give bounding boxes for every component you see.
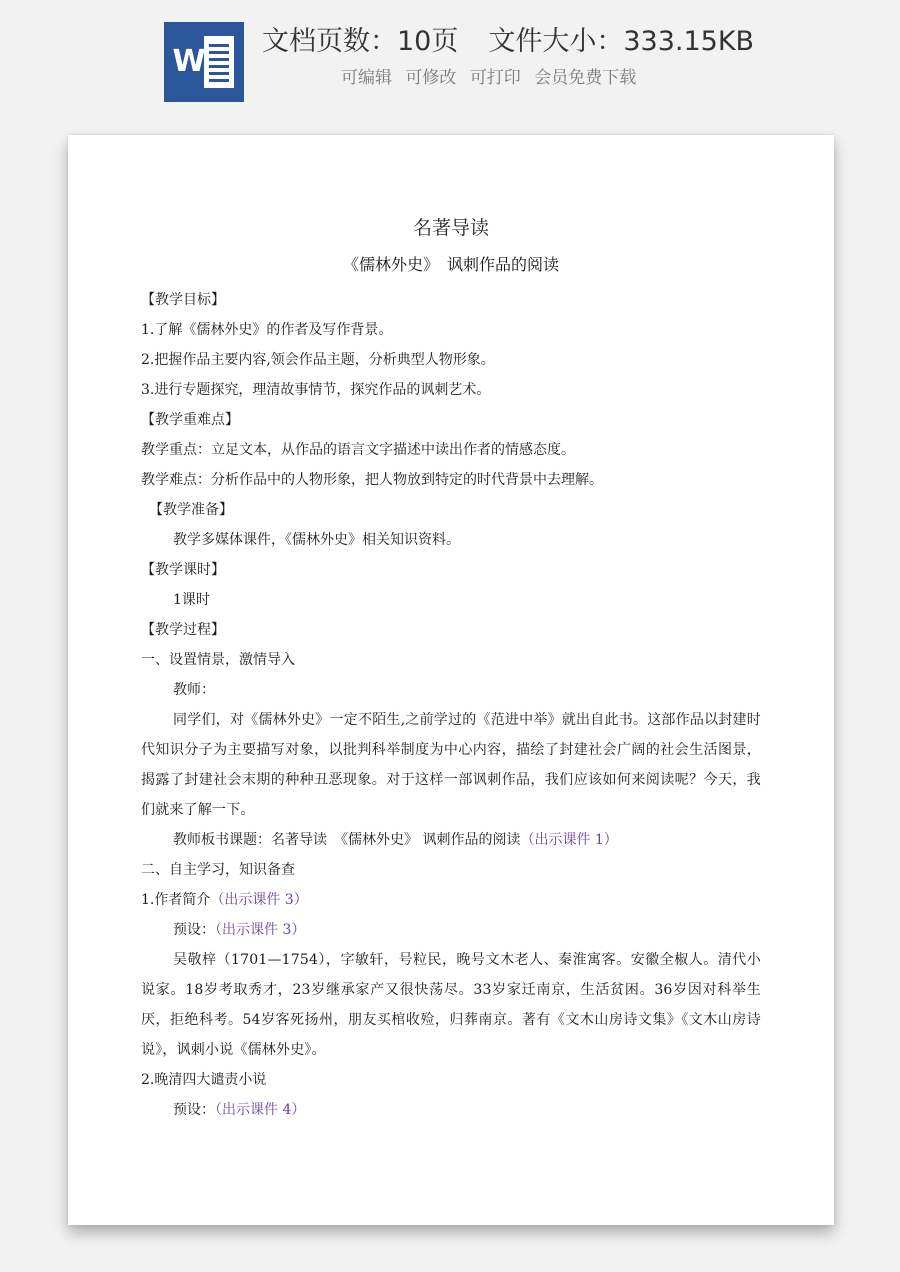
difficult-point: 教学难点：分析作品中的人物形象，把人物放到特定的时代背景中去理解。: [141, 472, 603, 488]
download-info-banner: [0, 0, 900, 130]
file-size-label: 文件大小：333.15KB: [488, 26, 755, 57]
hours-text: 1课时: [173, 592, 210, 608]
feature-printable: 可打印: [469, 68, 521, 88]
doc-title: 名著导读: [412, 217, 489, 239]
preset-label: 预设：: [173, 1102, 215, 1118]
section-heading-preparation: 【教学准备】: [149, 502, 233, 518]
goal-item: 3.进行专题探究，理清故事情节，探究作品的讽刺艺术。: [141, 382, 491, 398]
preset-label: 预设：: [173, 922, 215, 938]
courseware-note: （出示课件 1）: [520, 832, 618, 848]
key-point: 教学重点：立足文本，从作品的语言文字描述中读出作者的情感态度。: [141, 442, 575, 458]
document-lines-icon: [204, 36, 234, 88]
step-heading: 二、自主学习，知识备查: [141, 862, 295, 878]
feature-list: [341, 64, 644, 92]
feature-modifiable: 可修改: [405, 68, 457, 88]
board-text: 教师板书课题：名著导读 《儒林外史》 讽刺作品的阅读: [173, 832, 521, 848]
intro-paragraph: 同学们，对《儒林外史》一定不陌生,之前学过的《范进中举》就出自此书。这部作品以封建时代知识分子为主要描写对象，以批判科举制度为中心内容，描绘了封建社会广阔的社会生活图景，揭露了封建社会末期的种种丑恶现象。对于这样一部讽刺作品，我们应该如何来阅读呢？今天，我们就来了解一下。: [141, 712, 761, 818]
preset-line: [141, 915, 761, 945]
word-letter-icon: W: [172, 44, 206, 79]
section-heading-key-points: 【教学重难点】: [141, 412, 239, 428]
section-heading-process: 【教学过程】: [141, 622, 225, 638]
teacher-label: 教师：: [173, 682, 215, 698]
goal-item: 1.了解《儒林外史》的作者及写作背景。: [141, 322, 393, 338]
document-page: [68, 135, 834, 1225]
section-heading-hours: 【教学课时】: [141, 562, 225, 578]
author-paragraph: 吴敬梓（1701—1754），字敏轩，号粒民，晚号文木老人、秦淮寓客。安徽全椒人。清代小说家。18岁考取秀才，23岁继承家产又很快荡尽。33岁家迁南京，生活贫困。36岁因对科举生厌，拒绝科考。54岁客死扬州，朋友买棺收殓，归葬南京。著有《文木山房诗文集》《文木山房诗说》，讽刺小说《儒林外史》。: [141, 952, 761, 1058]
novels-heading: 2.晚清四大谴责小说: [141, 1072, 267, 1088]
courseware-note: （出示课件 4）: [215, 1102, 306, 1118]
courseware-note: （出示课件 3）: [215, 922, 306, 938]
doc-subtitle: 《儒林外史》 讽刺作品的阅读: [342, 255, 559, 274]
preset-line: [141, 1095, 761, 1125]
word-document-icon: [164, 22, 244, 102]
preparation-text: 教学多媒体课件，《儒林外史》相关知识资料。: [173, 532, 460, 548]
author-heading-line: [141, 885, 761, 915]
courseware-note: （出示课件 3）: [210, 892, 308, 908]
document-content: [141, 211, 761, 1125]
feature-editable: 可编辑: [341, 68, 392, 88]
section-heading-goals: 【教学目标】: [141, 292, 225, 308]
step-heading: 一、设置情景，激情导入: [141, 652, 295, 668]
page-count-label: 文档页数：10页: [262, 26, 459, 57]
file-meta-line: [262, 22, 754, 62]
goal-item: 2.把握作品主要内容,领会作品主题，分析典型人物形象。: [141, 352, 495, 368]
author-heading: 1.作者简介: [141, 892, 211, 908]
board-line: [141, 825, 761, 855]
feature-free-download: 会员免费下载: [534, 68, 637, 88]
